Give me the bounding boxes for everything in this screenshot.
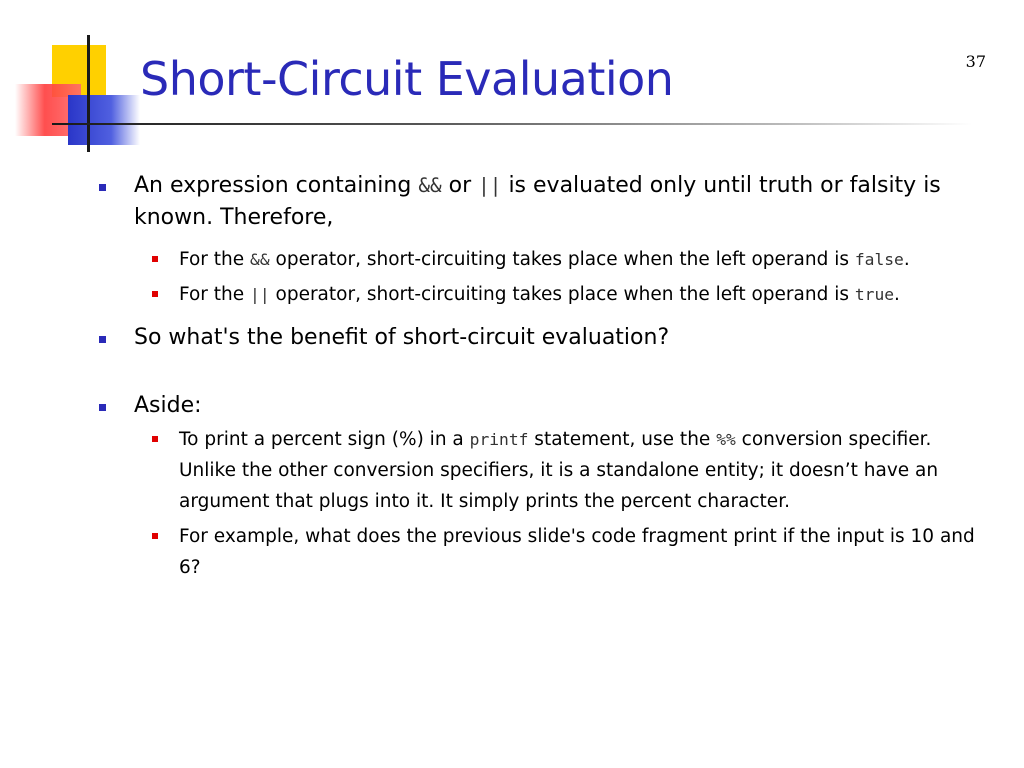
spacer [96,364,976,390]
sub-bullet-text: For example, what does the previous slide's code fragment print if the input is 10 and 6? [179,526,975,578]
bullet-benefit-question [96,322,976,354]
code-and-operator: && [250,250,270,269]
code-false: false [854,250,904,269]
sub-bullet-percent [96,424,976,517]
sub-bullet-text: To print a percent sign (%) in a [179,429,470,450]
bullet-text: or [441,173,479,198]
sub-bullet-text: conversion specifier. Unlike the other conversion specifiers, it is a standalone entity; it doesn’t have an argument that plugs into it. It simply prints the percent character. [179,429,939,512]
slide-content [96,170,976,587]
sub-bullet-text: operator, short-circuiting takes place when the left operand is [269,284,855,305]
code-printf: printf [469,430,529,449]
bullet-text: is evaluated only until truth or falsity is known. Therefore, [134,173,941,230]
bullet-marker [99,336,106,343]
sub-bullet-marker [152,436,158,442]
sub-bullet-text: For the [179,284,251,305]
decor-blue-square [68,95,140,145]
slide-number: 37 [965,52,986,71]
bullet-aside [96,390,976,422]
sub-bullet-text: For the [179,249,251,270]
sub-bullet-or [96,279,976,310]
code-or-operator: || [250,285,270,304]
code-percent-specifier: %% [716,430,736,449]
sub-bullet-marker [152,256,158,262]
sub-bullet-example [96,521,976,583]
code-true: true [854,285,895,304]
sub-bullet-and [96,244,976,275]
sub-bullet-text: operator, short-circuiting takes place when the left operand is [269,249,855,270]
sub-bullet-text: . [894,284,900,305]
sub-bullet-text: statement, use the [528,429,717,450]
bullet-marker [99,404,106,411]
bullet-expression [96,170,976,234]
sub-bullet-marker [152,533,158,539]
code-or-operator: || [478,174,502,197]
bullet-text: Aside: [134,393,202,418]
bullet-text: So what's the benefit of short-circuit evaluation? [134,325,670,350]
decor-vertical-line [87,35,90,152]
sub-bullet-text: . [903,249,910,270]
slide-title: Short-Circuit Evaluation [140,52,674,106]
bullet-marker [99,184,106,191]
code-and-operator: && [418,174,442,197]
bullet-text: An expression containing [134,173,419,198]
sub-bullet-marker [152,291,158,297]
title-underline [52,123,972,125]
